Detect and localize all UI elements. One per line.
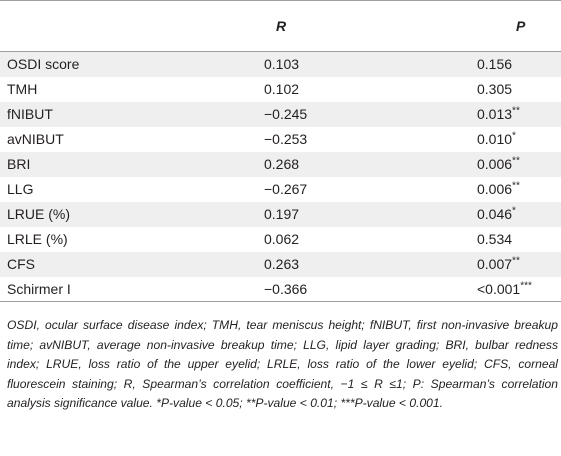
significance-marker: ** (512, 255, 520, 267)
cell-variable: BRI (7, 156, 31, 172)
p-value-text: 0.006 (477, 181, 513, 197)
cell-variable: LRUE (%) (7, 206, 71, 222)
p-value-text: 0.006 (477, 156, 513, 172)
cell-p-value (385, 77, 561, 102)
cell-variable: LRLE (%) (7, 231, 68, 247)
significance-marker: * (512, 205, 516, 217)
cell-r-value: 0.102 (264, 81, 300, 97)
header-variable (0, 1, 210, 52)
cell-variable: TMH (7, 81, 38, 97)
p-value-text: 0.013 (477, 106, 513, 122)
table-row (0, 252, 561, 277)
cell-variable: OSDI score (7, 56, 80, 73)
significance-marker: ** (512, 155, 520, 167)
significance-marker: *** (520, 280, 532, 292)
header-p: P (385, 1, 561, 52)
table-header-row (0, 1, 561, 52)
header-r: R (210, 1, 385, 52)
cell-variable: fNIBUT (7, 106, 53, 122)
cell-r-value: 0.197 (264, 206, 300, 222)
p-value-text: 0.007 (477, 256, 513, 272)
cell-variable: Schirmer I (0, 277, 210, 302)
cell-r-value: −0.366 (210, 277, 385, 302)
table-row (0, 202, 561, 227)
table-row (0, 52, 561, 77)
significance-marker: ** (512, 180, 520, 192)
cell-p-value (385, 52, 561, 77)
cell-variable: LLG (7, 181, 34, 197)
table-row (0, 77, 561, 102)
table-body (0, 52, 561, 302)
cell-variable: avNIBUT (7, 131, 64, 147)
cell-p-value (385, 252, 561, 277)
cell-variable: CFS (7, 256, 35, 272)
table-row (0, 127, 561, 152)
table-footnote: OSDI, ocular surface disease index; TMH, tear meniscus height; fNIBUT, first non-invasive breakup time; avNIBUT, average non-invasive breakup time; LLG, lipid layer grading; BRI, bulbar redness index; LRUE, loss ratio of the upper eyelid; LRLE, loss ratio of the lower eyelid; CFS, corneal fluorescein staining; R, Spearman’s correlation coefficient, −1 ≤ R ≤1; P: Spearman’s correlation analysis significance value. *P-value < 0.05; **P-value < 0.01; ***P-value < 0.001. (7, 318, 558, 410)
cell-p-value (385, 177, 561, 202)
cell-p-value (385, 127, 561, 152)
cell-r-value: 0.268 (264, 156, 300, 172)
cell-p-value (385, 277, 561, 302)
table-row (0, 227, 561, 252)
p-value-text: 0.010 (477, 131, 513, 147)
cell-p-value (385, 102, 561, 127)
cell-p-value (385, 202, 561, 227)
p-value-text: <0.001 (477, 280, 521, 297)
cell-r-value: 0.062 (264, 231, 300, 247)
cell-r-value: −0.253 (264, 131, 308, 147)
cell-r-value: −0.245 (264, 106, 308, 122)
table-row (0, 177, 561, 202)
significance-marker: * (512, 130, 516, 142)
cell-p-value (385, 227, 561, 252)
p-value-text: 0.305 (477, 81, 513, 97)
p-value-text: 0.156 (477, 56, 513, 73)
table-row (0, 277, 561, 302)
p-value-text: 0.534 (477, 231, 513, 247)
cell-r-value: −0.267 (264, 181, 308, 197)
p-value-text: 0.046 (477, 206, 513, 222)
cell-r-value: 0.263 (264, 256, 300, 272)
significance-marker: ** (512, 105, 520, 117)
table-row (0, 102, 561, 127)
table-row (0, 152, 561, 177)
cell-p-value (385, 152, 561, 177)
cell-r-value: 0.103 (264, 56, 300, 73)
